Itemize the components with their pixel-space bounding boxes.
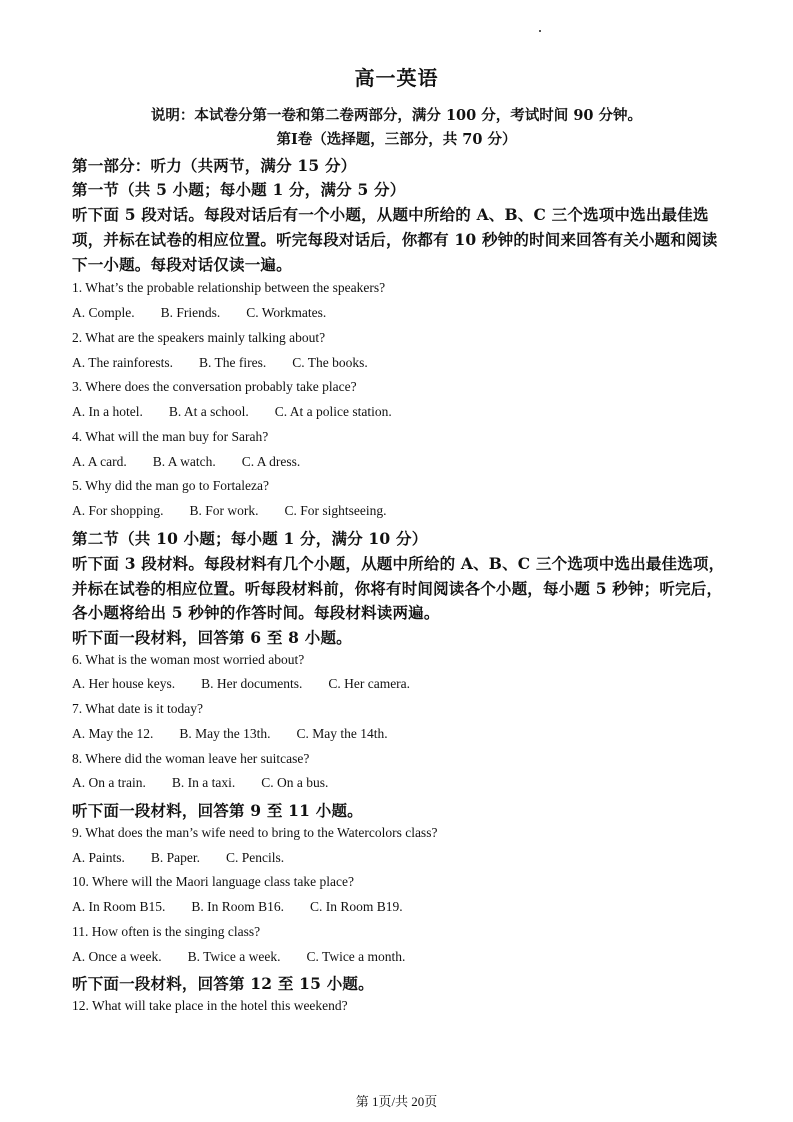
question-2: 2. What are the speakers mainly talking about?	[72, 330, 326, 345]
option-a: A. Comple.	[72, 305, 135, 320]
options-3	[72, 404, 733, 420]
option-c: C. May the 14th.	[296, 726, 388, 741]
question-5: 5. Why did the man go to Fortaleza?	[72, 478, 269, 493]
section2-directions-line: 听下面 3 段材料。每段材料有几个小题，从题中所给的 A、B、C 三个选项中选出最佳选项，	[72, 554, 725, 573]
question-8: 8. Where did the woman leave her suitcase?	[72, 751, 310, 766]
option-b: B. At a school.	[168, 404, 249, 419]
section1-directions-line: 下一小题。每段对话仅读一遍。	[72, 255, 292, 274]
section1-heading: 第一节（共 5 小题；每小题 1 分，满分 5 分）	[72, 180, 406, 199]
options-2	[72, 355, 733, 371]
options-7	[72, 726, 733, 742]
part-heading: 第一部分：听力（共两节，满分 15 分）	[72, 156, 357, 175]
section2-heading: 第二节（共 10 小题；每小题 1 分，满分 10 分）	[72, 529, 428, 548]
option-c: C. For sightseeing.	[284, 503, 387, 518]
option-c: C. At a police station.	[274, 404, 392, 419]
option-c: C. Her camera.	[328, 676, 411, 691]
option-b: B. In a taxi.	[171, 775, 236, 790]
option-c: C. Twice a month.	[306, 949, 406, 964]
exam-instructions: 说明：本试卷分第一卷和第二卷两部分，满分 100 分，考试时间 90 分钟。	[150, 107, 643, 124]
question-4: 4. What will the man buy for Sarah?	[72, 429, 269, 444]
option-c: C. A dress.	[241, 454, 301, 469]
question-10: 10. Where will the Maori language class take place?	[72, 874, 355, 889]
option-a: A. A card.	[72, 454, 127, 469]
option-b: B. A watch.	[152, 454, 216, 469]
option-c: C. On a bus.	[261, 775, 329, 790]
question-3: 3. Where does the conversation probably take place?	[72, 379, 357, 394]
option-c: C. In Room B19.	[310, 899, 403, 914]
option-b: B. Her documents.	[201, 676, 303, 691]
options-6	[72, 676, 733, 692]
section1-directions-line: 项，并标在试卷的相应位置。听完每段对话后，你都有 10 秒钟的时间来回答有关小题和阅读	[72, 230, 718, 249]
volume-heading: 第Ⅰ卷（选择题，三部分，共 70 分）	[276, 131, 517, 148]
option-b: B. In Room B16.	[191, 899, 285, 914]
section2-directions-line: 并标在试卷的相应位置。听每段材料前，你将有时间阅读各个小题，每小题 5 秒钟；听完后，	[72, 579, 723, 598]
option-b: B. Friends.	[160, 305, 221, 320]
option-a: A. The rainforests.	[72, 355, 173, 370]
option-a: A. For shopping.	[72, 503, 164, 518]
option-a: A. In a hotel.	[72, 404, 143, 419]
option-c: C. The books.	[292, 355, 368, 370]
options-1	[72, 305, 733, 321]
option-a: A. May the 12.	[72, 726, 154, 741]
question-1: 1. What’s the probable relationship between the speakers?	[72, 280, 386, 295]
option-b: B. May the 13th.	[179, 726, 271, 741]
option-a: A. On a train.	[72, 775, 146, 790]
options-10	[72, 899, 733, 915]
question-11: 11. How often is the singing class?	[72, 924, 261, 939]
option-b: B. Paper.	[150, 850, 201, 865]
options-11	[72, 949, 733, 965]
scan-dot	[539, 30, 541, 32]
section1-directions-line: 听下面 5 段对话。每段对话后有一个小题，从题中所给的 A、B、C 三个选项中选出最佳选	[72, 205, 709, 224]
options-5	[72, 503, 733, 519]
question-7: 7. What date is it today?	[72, 701, 203, 716]
option-a: A. Her house keys.	[72, 676, 176, 691]
option-c: C. Pencils.	[226, 850, 285, 865]
group-heading-3: 听下面一段材料，回答第 12 至 15 小题。	[72, 974, 374, 993]
option-a: A. In Room B15.	[72, 899, 166, 914]
option-a: A. Once a week.	[72, 949, 162, 964]
option-b: B. The fires.	[198, 355, 267, 370]
option-b: B. For work.	[189, 503, 259, 518]
option-b: B. Twice a week.	[187, 949, 281, 964]
question-9: 9. What does the man’s wife need to bring to the Watercolors class?	[72, 825, 438, 840]
page-number: 第 1页/共 20页	[355, 1094, 438, 1109]
options-9	[72, 850, 733, 866]
section2-directions-line: 各小题将给出 5 秒钟的作答时间。每段材料读两遍。	[72, 603, 440, 622]
option-a: A. Paints.	[72, 850, 125, 865]
question-6: 6. What is the woman most worried about?	[72, 652, 305, 667]
page-title: 高一英语	[354, 66, 439, 90]
group-heading-2: 听下面一段材料，回答第 9 至 11 小题。	[72, 801, 363, 820]
question-12: 12. What will take place in the hotel this weekend?	[72, 998, 348, 1013]
options-8	[72, 775, 733, 791]
options-4	[72, 454, 733, 470]
option-c: C. Workmates.	[246, 305, 327, 320]
group-heading-1: 听下面一段材料，回答第 6 至 8 小题。	[72, 628, 352, 647]
